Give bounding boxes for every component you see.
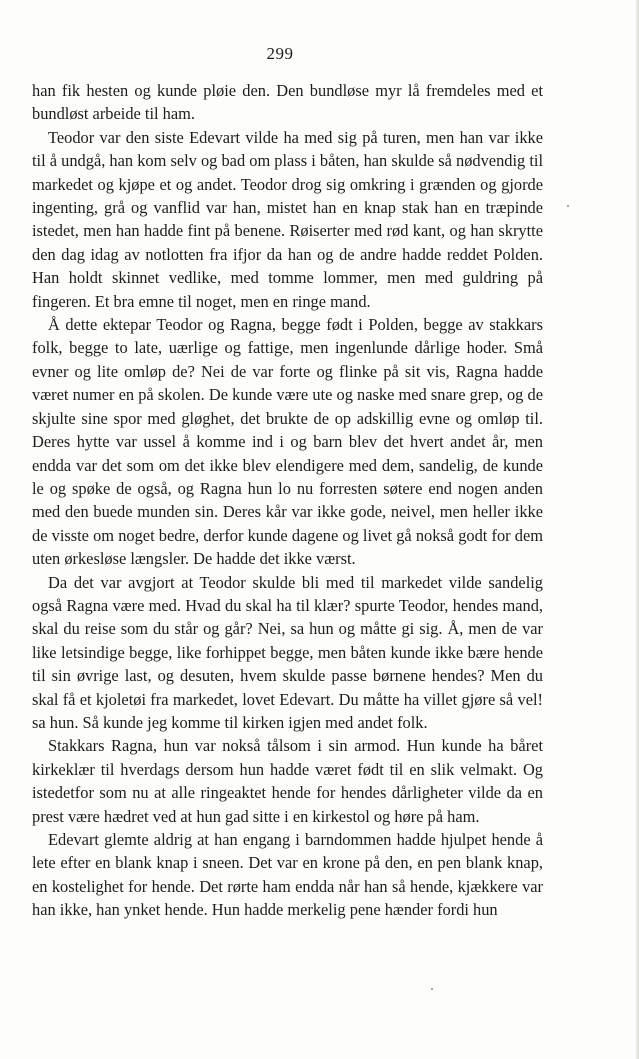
body-text: [32, 79, 543, 922]
paragraph-2: Teodor var den siste Edevart vilde ha med sig på turen, men han var ikke til å undgå, han kom selv og bad om plass i båten, han skulde så nødvendig til markedet og kjøpe et og andet. Teodor drog sig omkring i grænden og gjorde ingenting, grå og vanflid var han, mistet han en knap stak han en træpinde istedet, men han hadde fint på benene. Røiserter med rød kant, og han skrytte den dag idag av notlotten fra ifjor da han og de andre hadde reddet Polden. Han holdt skinnet vedlike, med tomme lommer, men med guldring på fingeren. Et bra emne til noget, men en ringe mand.: [32, 127, 543, 311]
paper-speck: [431, 988, 433, 990]
page-number: 299: [266, 44, 294, 63]
page-edge: [635, 0, 639, 1059]
paragraph-4: Da det var avgjort at Teodor skulde bli med til markedet vilde sandelig også Ragna være med. Hvad du skal ha til klær? spurte Teodor, hendes mand, skal du reise som du står og går? Nei, sa hun og måtte gi sig. Å, men de var like letsindige begge, like forhippet begge, men båten kunde ikke bære hende til sin øvrige last, og desuten, hvem skulde passe børnene hendes? Men du skal få et kjoletøi fra markedet, lovet Edevart. Du måtte ha villet gjøre så vel! sa hun. Så kunde jeg komme til kirken igjen med andet folk.: [32, 572, 543, 732]
paragraph-5: Stakkars Ragna, hun var nokså tålsom i sin armod. Hun kunde ha båret kirkeklær til hverdags dersom hun hadde været født til en slik velmakt. Og istedetfor som nu at alle ringeaktet hende for hendes dårligheter vilde da en prest være hædret ved at hun gad sitte i en kirkestol og høre på ham.: [32, 736, 543, 826]
paragraph-6: Edevart glemte aldrig at han engang i barndommen hadde hjulpet hende å lete efter en blank knap i sneen. Det var en krone på den, en pen blank knap, en kostelighet for hende. Det rørte ham endda når han så hende, kjækkere var han ikke, han ynket hende. Hun hadde merkelig pene hænder fordi hun: [32, 830, 543, 920]
paragraph-1: han fik hesten og kunde pløie den. Den bundløse myr lå fremdeles med et bundløst arbeide til ham.: [32, 81, 543, 124]
paragraph-3: Å dette ektepar Teodor og Ragna, begge født i Polden, begge av stakkars folk, begge to late, uærlige og fattige, men ingenlunde dårlige hoder. Små evner og lite omløp de? Nei de var forte og flinke på sit vis, Ragna hadde været numer en på skolen. De kunde være ute og naske med snare grep, og de skjulte sine spor med gløghet, det brukte de op adskillig evne og omløp til. Deres hytte var ussel å komme ind i og barn blev det hvert andet år, men endda var det som om det ikke blev elendigere med dem, sandelig, de kunde le og spøke de også, og Ragna hun lo nu forresten søtere end nogen anden med den buede munden sin. Deres kår var ikke gode, neivel, men heller ikke de visste om noget bedre, derfor kunde dagene og livet gå nokså godt for dem uten ørkesløse længsler. De hadde det ikke værst.: [32, 315, 543, 569]
paper-speck: [567, 205, 569, 207]
